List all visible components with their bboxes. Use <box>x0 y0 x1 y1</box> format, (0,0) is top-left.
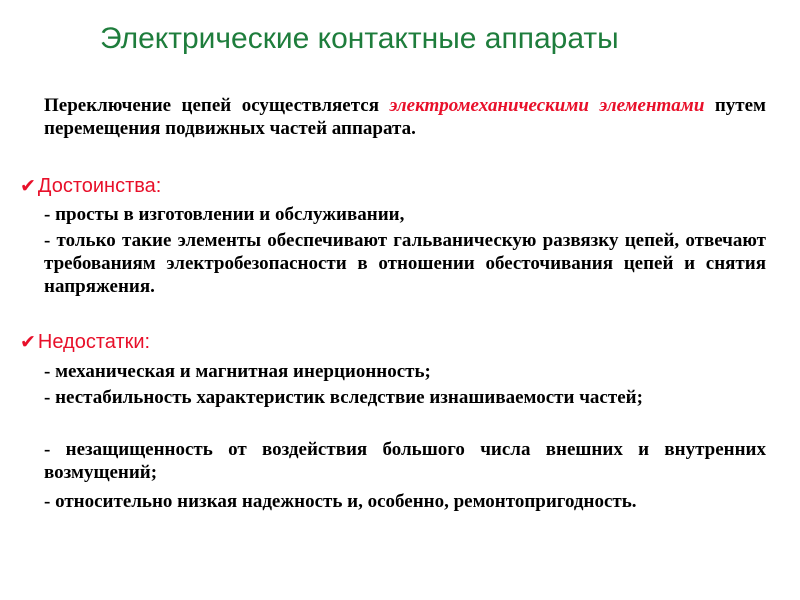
intro-suffix: путем перемещения подвижных частей аппарата. <box>44 95 766 139</box>
disadvantage-item-3: - незащищенность от воздействия большого числа внешних и внутренних возмущений; <box>44 439 766 483</box>
advantages-heading: Достоинства: <box>37 175 162 197</box>
slide-title: Электрические контактные аппараты <box>100 22 619 55</box>
disadvantage-item-4: - относительно низкая надежность и, особенно, ремонтопригодность. <box>44 491 637 512</box>
checkmark-icon: ✔ <box>20 331 36 353</box>
advantage-item-2: - только такие элементы обеспечивают гальваническую развязку цепей, отвечают требованиям электробезопасности в отношении обесточивания цепей и снятия напряжения. <box>44 230 766 297</box>
checkmark-icon: ✔ <box>20 175 36 197</box>
advantages-heading-row <box>20 174 161 198</box>
intro-prefix: Переключение цепей осуществляется <box>44 95 390 116</box>
disadvantage-item-1: - механическая и магнитная инерционность; <box>44 361 431 382</box>
advantage-item-1: - просты в изготовлении и обслуживании, <box>44 204 405 225</box>
disadvantages-heading-row <box>20 330 150 354</box>
disadvantages-heading: Недостатки: <box>37 331 151 353</box>
disadvantage-item-2: - нестабильность характеристик вследствие изнашиваемости частей; <box>44 387 643 408</box>
intro-emphasis: электромеханическими элементами <box>389 95 705 116</box>
intro-paragraph <box>44 94 766 140</box>
